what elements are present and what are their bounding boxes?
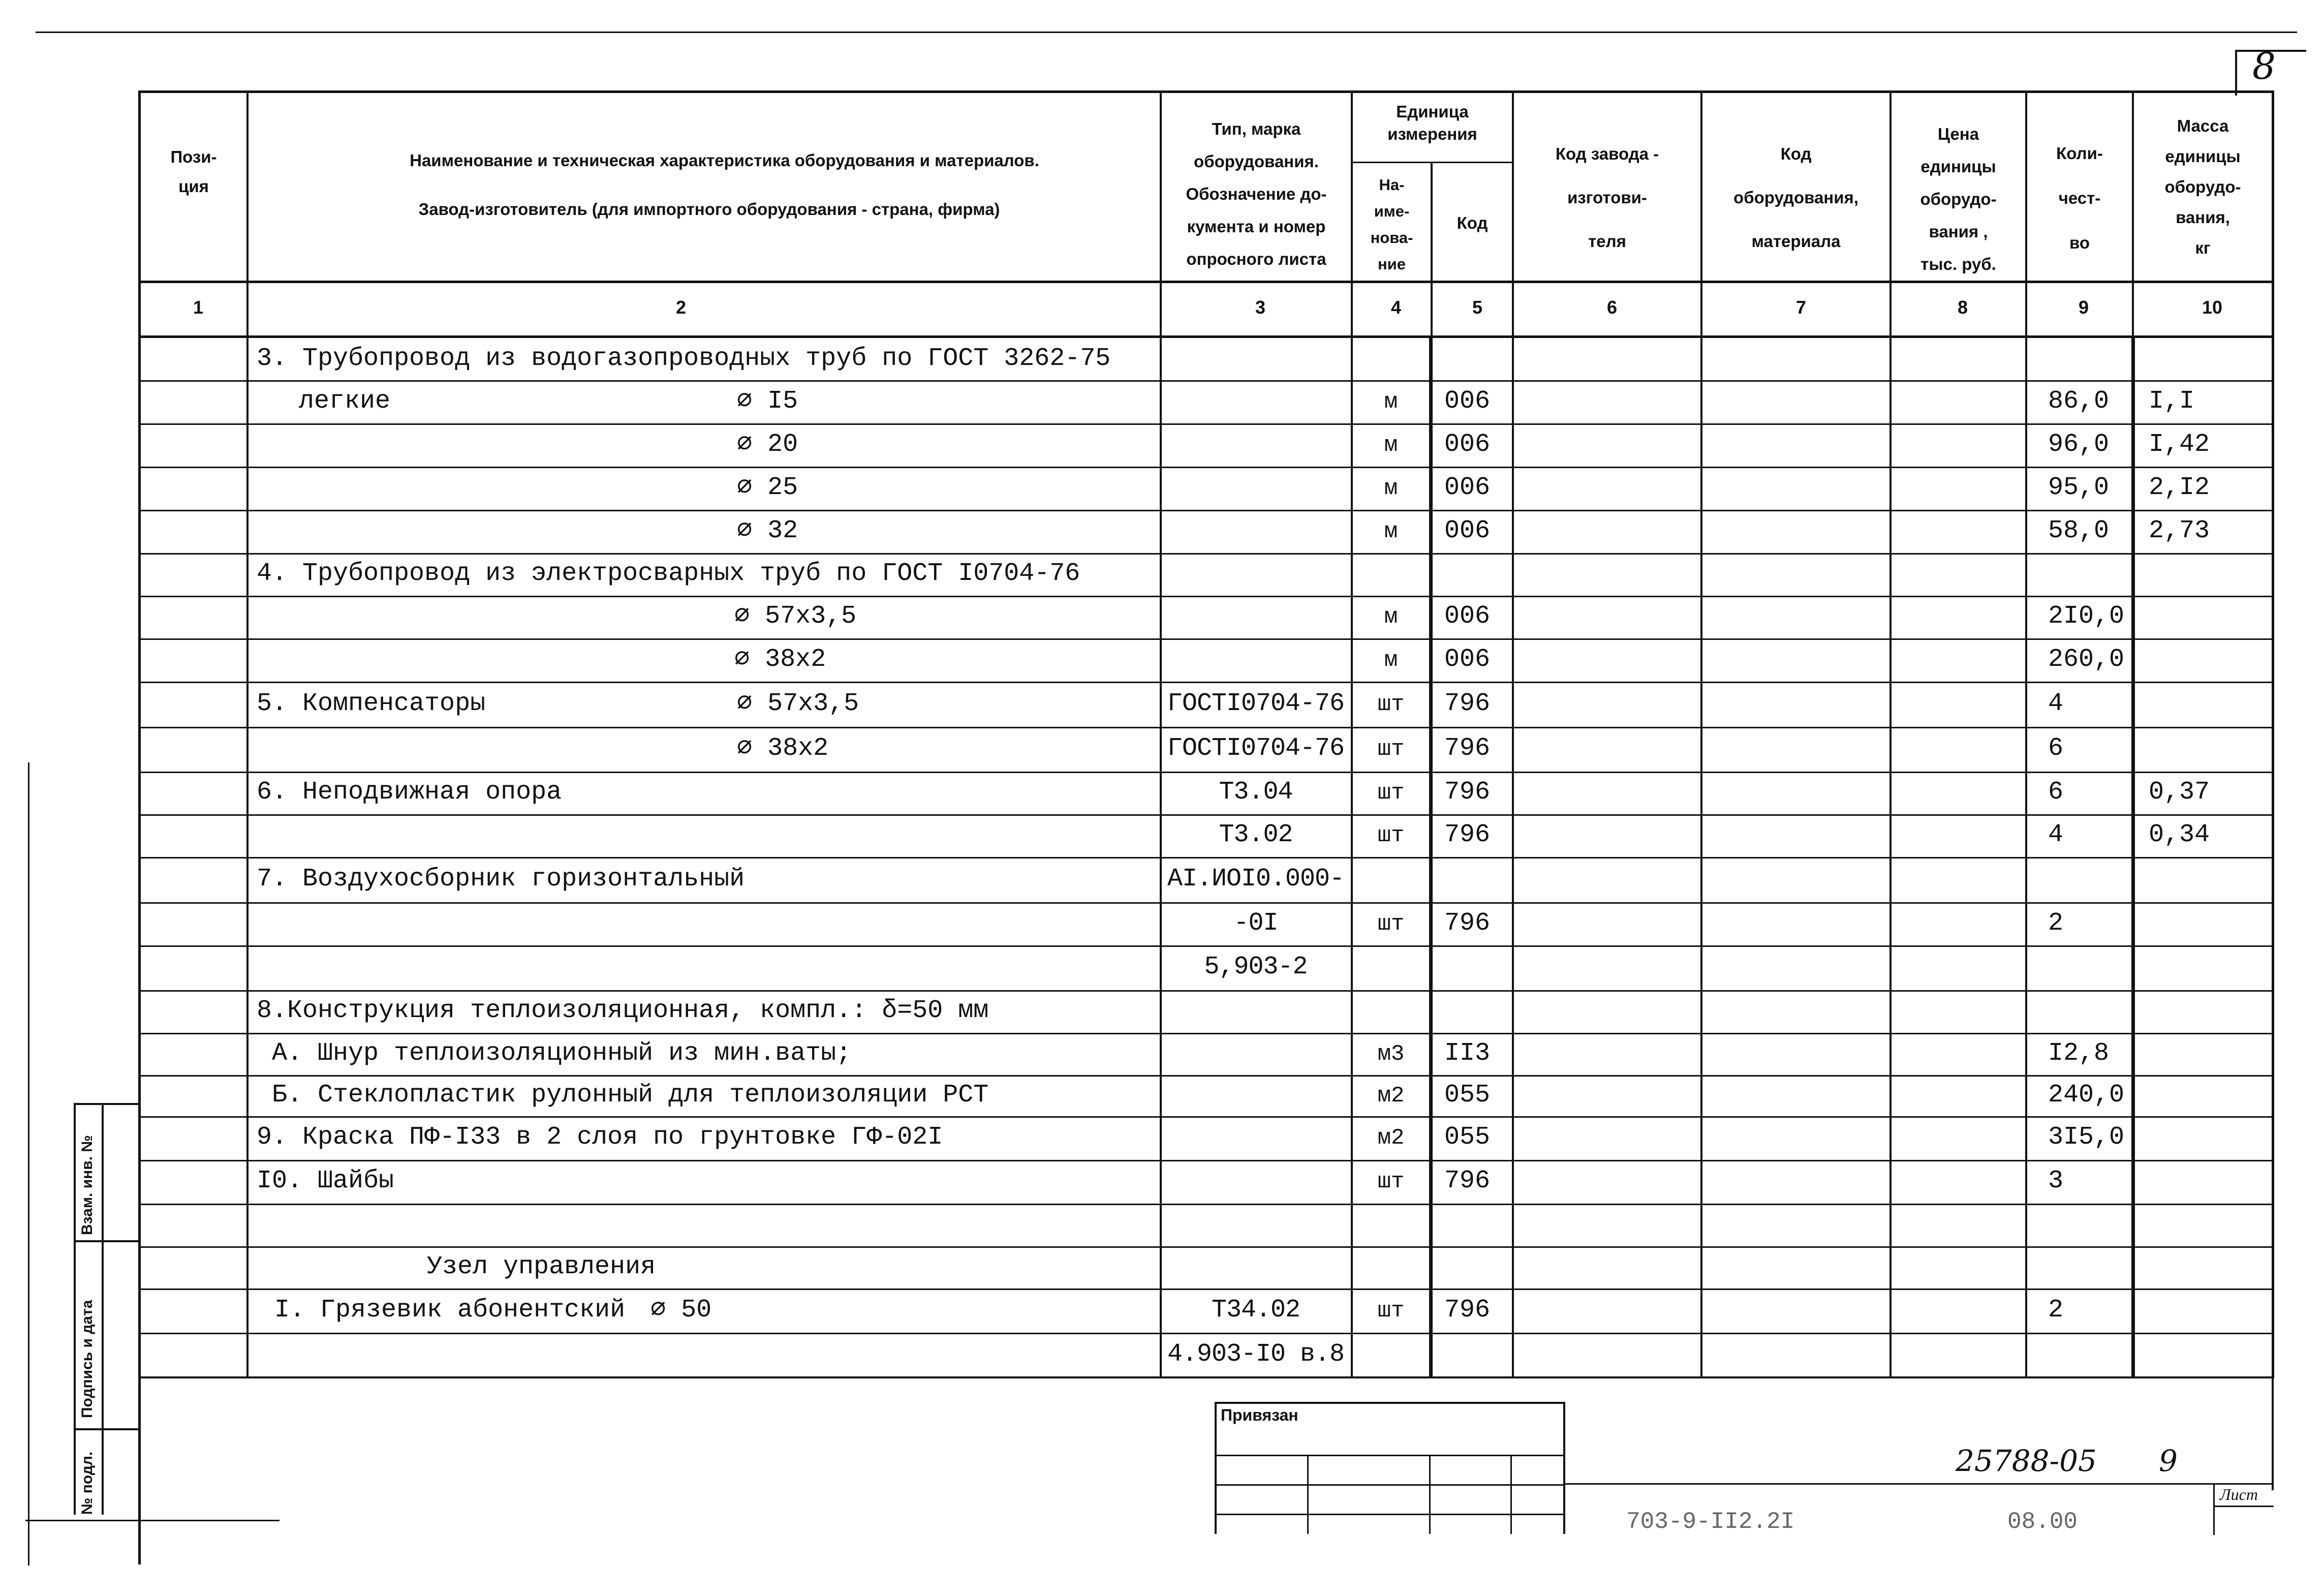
row-quantity: 95,0	[2048, 473, 2110, 502]
row-document: ГОСТI0704-76	[1167, 689, 1345, 718]
row-mass: 0,37	[2149, 778, 2210, 807]
row-divider	[138, 510, 2274, 511]
row-mass: I,42	[2149, 430, 2210, 459]
row-unit: шт	[1377, 692, 1405, 717]
row-quantity: 3I5,0	[2048, 1123, 2125, 1152]
drawing-page: 9	[2159, 1444, 2178, 1478]
row-name: I0. Шайбы	[257, 1167, 394, 1195]
row-unit-code: 796	[1444, 689, 1491, 718]
stamp-signature-date: Подпись и дата	[79, 1300, 96, 1418]
sheet-label: Лист	[2220, 1485, 2258, 1503]
row-unit-code: 006	[1444, 473, 1491, 502]
stamp-replaced-inv: Взам. инв. №	[79, 1135, 96, 1235]
row-name: 4. Трубопровод из электросварных труб по ГОСТ I0704-76	[257, 559, 1080, 588]
row-document: Т3.02	[1219, 820, 1293, 849]
row-divider	[138, 596, 2274, 597]
row-unit-code: 006	[1444, 430, 1491, 459]
row-quantity: I2,8	[2048, 1039, 2110, 1068]
row-divider	[138, 1333, 2274, 1334]
row-document: -0I	[1233, 909, 1278, 938]
header-type: Тип, марка оборудования. Обозначение до- кумента и номер опросного листа	[1186, 119, 1327, 268]
row-quantity: 6	[2048, 734, 2064, 763]
row-divider	[138, 1075, 2274, 1077]
row-unit-code: 796	[1444, 734, 1491, 763]
row-mass: 0,34	[2149, 820, 2210, 849]
row-document: Т3.04	[1219, 778, 1293, 807]
row-unit: м2	[1377, 1125, 1405, 1151]
row-quantity: 58,0	[2048, 516, 2110, 545]
header-unit: Единица измерения	[1387, 102, 1477, 143]
row-name: 5. Компенсаторы	[257, 689, 486, 718]
row-quantity: 260,0	[2048, 645, 2125, 674]
header-price: Цена единицы оборудо- вания , тыс. руб.	[1920, 125, 1997, 273]
row-unit: шт	[1377, 823, 1405, 848]
row-quantity: 86,0	[2048, 387, 2110, 416]
row-divider	[138, 1246, 2274, 1248]
row-divider	[138, 1033, 2274, 1034]
row-unit-code: 796	[1444, 909, 1491, 938]
row-divider	[138, 1160, 2274, 1161]
row-name: легкие	[299, 387, 391, 416]
row-unit: м	[1384, 519, 1398, 544]
row-unit: м	[1384, 389, 1398, 415]
row-divider	[138, 638, 2274, 640]
header-equipment-code: Код оборудования, материала	[1733, 144, 1858, 251]
row-divider	[138, 553, 2274, 555]
row-divider	[138, 1116, 2274, 1118]
header-factory-code: Код завода - изготови- теля	[1555, 144, 1659, 251]
row-diameter: ⌀ 32	[737, 516, 798, 545]
row-quantity: 2	[2048, 909, 2064, 938]
row-mass: 2,I2	[2149, 473, 2210, 502]
row-unit: м	[1384, 476, 1398, 501]
row-unit: м	[1384, 648, 1398, 673]
row-divider	[138, 945, 2274, 947]
row-divider	[138, 857, 2274, 858]
row-divider	[138, 814, 2274, 816]
row-unit-code: II3	[1444, 1039, 1491, 1068]
row-quantity: 4	[2048, 689, 2064, 718]
header-unit-name: На- име- нова- ние	[1370, 176, 1413, 273]
row-unit-code: 055	[1444, 1081, 1491, 1110]
row-document: AI.ИОI0.000-	[1167, 865, 1345, 894]
header-unit-code: Код	[1457, 213, 1488, 232]
row-unit-code: 006	[1444, 602, 1491, 631]
row-quantity: 6	[2048, 778, 2064, 807]
row-name: 9. Краска ПФ-I33 в 2 слоя по грунтовке ГФ-02I	[257, 1123, 943, 1152]
row-divider	[138, 1204, 2274, 1205]
header-name: Наименование и техническая характеристика оборудования и материалов. Завод-изготовитель (для импортного оборудования - страна, фирма)	[410, 151, 1039, 219]
row-unit: м	[1384, 604, 1398, 630]
row-name: А. Шнур теплоизоляционный из мин.ваты;	[272, 1039, 852, 1068]
row-diameter: ⌀ 38x2	[737, 734, 829, 763]
row-quantity: 2I0,0	[2048, 602, 2125, 631]
row-unit: шт	[1377, 736, 1405, 762]
row-diameter: ⌀ 57x3,5	[737, 689, 859, 718]
row-divider	[138, 990, 2274, 992]
row-unit: шт	[1377, 911, 1405, 937]
header-mass: Масса единицы оборудо- вания, кг	[2164, 116, 2241, 257]
row-unit-code: 006	[1444, 516, 1491, 545]
row-unit-code: 006	[1444, 645, 1491, 674]
row-unit-code: 796	[1444, 778, 1491, 807]
row-mass: 2,73	[2149, 516, 2210, 545]
row-divider	[138, 772, 2274, 773]
row-unit: шт	[1377, 780, 1405, 806]
row-diameter: ⌀ 25	[737, 473, 798, 502]
row-divider	[138, 902, 2274, 904]
document-revision: 08.00	[2007, 1509, 2078, 1535]
attached-label: Привязан	[1221, 1406, 1298, 1424]
row-unit-code: 796	[1444, 820, 1491, 849]
row-divider	[138, 467, 2274, 468]
row-divider	[138, 380, 2274, 382]
header-position: Пози- ция	[170, 147, 217, 196]
row-divider	[138, 727, 2274, 728]
row-mass: I,I	[2149, 387, 2195, 416]
row-unit: шт	[1377, 1298, 1405, 1324]
row-unit: м2	[1377, 1083, 1405, 1109]
row-document: ГОСТI0704-76	[1167, 734, 1345, 763]
row-document: Т34.02	[1211, 1296, 1300, 1325]
row-unit-code: 796	[1444, 1167, 1491, 1195]
row-quantity: 96,0	[2048, 430, 2110, 459]
row-quantity: 4	[2048, 820, 2064, 849]
row-unit-code: 796	[1444, 1296, 1491, 1325]
row-quantity: 3	[2048, 1167, 2064, 1195]
stamp-original-inv: № подл.	[79, 1451, 96, 1515]
row-unit-code: 055	[1444, 1123, 1491, 1152]
row-name: Узел управления	[427, 1252, 656, 1281]
row-unit: м3	[1377, 1041, 1405, 1067]
row-quantity: 2	[2048, 1296, 2064, 1325]
row-unit: м	[1384, 433, 1398, 458]
sheet-number: 8	[2252, 45, 2276, 87]
row-diameter: ⌀ 20	[737, 430, 798, 459]
row-document: 5,903-2	[1204, 953, 1308, 981]
row-diameter: ⌀ 57x3,5	[734, 602, 857, 631]
row-diameter: ⌀ 38x2	[734, 645, 826, 674]
row-quantity: 240,0	[2048, 1081, 2125, 1110]
row-name: 6. Неподвижная опора	[257, 778, 562, 807]
row-diameter: ⌀ 50	[650, 1296, 712, 1325]
row-name: Б. Стеклопластик рулонный для теплоизоляции РСТ	[272, 1081, 989, 1110]
row-document: 4.903-I0 в.8	[1167, 1340, 1345, 1369]
row-divider	[138, 682, 2274, 683]
row-unit: шт	[1377, 1169, 1405, 1194]
row-diameter: ⌀ I5	[737, 387, 798, 416]
row-name: 3. Трубопровод из водогазопроводных труб по ГОСТ 3262-75	[257, 344, 1111, 373]
document-code: 703-9-II2.2I	[1626, 1509, 1795, 1535]
row-name: 8.Конструкция теплоизоляционная, компл.: δ=50 мм	[257, 996, 989, 1025]
header-quantity: Коли- чест- во	[2056, 144, 2103, 252]
row-unit-code: 006	[1444, 387, 1491, 416]
row-name: 7. Воздухосборник горизонтальный	[257, 865, 745, 894]
row-divider	[138, 1288, 2274, 1290]
drawing-code: 25788-05	[1956, 1444, 2097, 1478]
row-divider	[138, 423, 2274, 425]
row-name: I. Грязевик абонентский	[274, 1296, 626, 1325]
